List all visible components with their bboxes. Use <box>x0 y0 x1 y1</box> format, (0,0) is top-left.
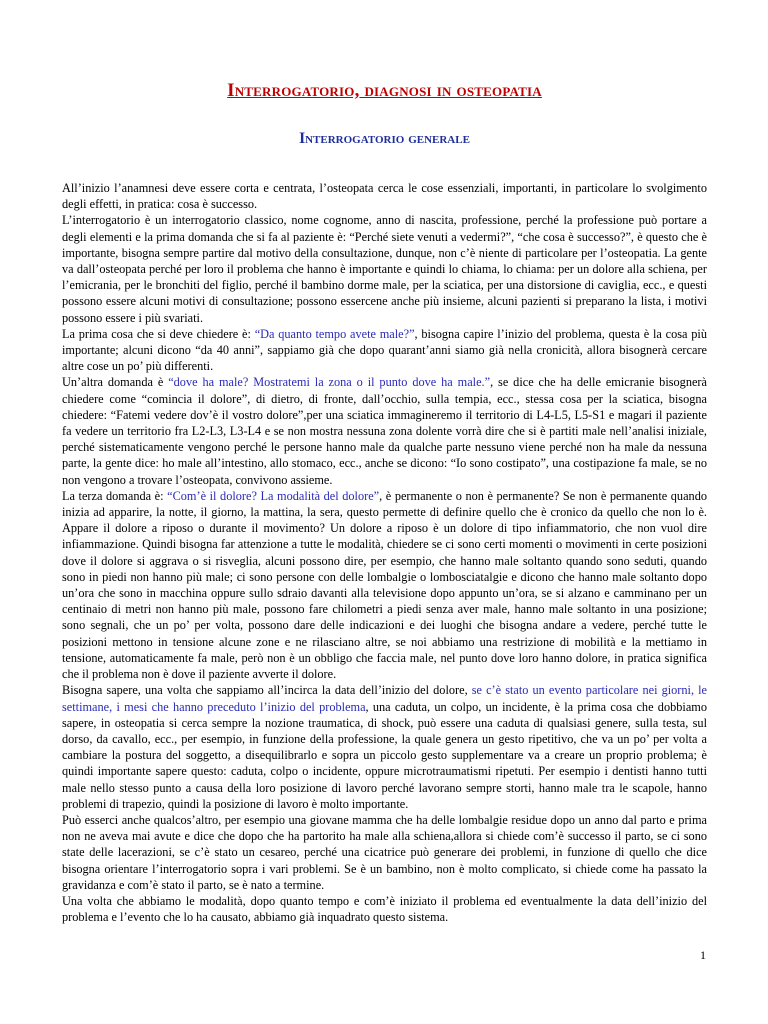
highlighted-question: “Da quanto tempo avete male?” <box>254 326 415 341</box>
paragraph-text: , se dice che ha delle emicranie bisognerà chiedere come “comincia il dolore”, di dietro, di fronte, dall’occhio, sulla tempia, ecc., stessa cosa per la sciatica, bisogna chiedere: “Fatemi vedere dov’è il vostro dolore”,per una sciatica immagineremo il territorio di L4-L5, L5-S1 e magari il paziente fa vedere un territorio fra L2-L3, L3-L4 e se non mostra nessuna zona dolente vorrà dire che si è partiti male nell’analisi iniziale, perché sistematicamente vengono perché le persone hanno male da qualche parte nessuno viene perché non ha male da nessuna parte, la gente dice: ho male all’intestino, allo stomaco, ecc., anche se dicono: “Io sono costipato”, una costipazione fa male, se no non vengono a trovare l’osteopata, convivono assieme. <box>62 375 707 487</box>
section-heading: Interrogatorio generale <box>299 130 470 147</box>
paragraph-text: Bisogna sapere, una volta che sappiamo all’incirca la data dell’inizio del dolore, <box>62 683 472 698</box>
paragraph-summary <box>62 893 707 925</box>
document-page <box>62 80 707 925</box>
paragraph-text: La prima cosa che si deve chiedere è: <box>62 326 255 341</box>
highlighted-question: se c’è stato un evento particolare nei giorni, le settimane, i mesi che hanno preceduto l’inizio del problema <box>62 683 708 714</box>
paragraph-text: Una volta che abbiamo le modalità, dopo quanto tempo e com’è iniziato il problema ed eventualmente la data dell’inizio del problema e l’evento che lo ha causato, abbiamo già inquadrato questo sistema. <box>62 893 707 925</box>
paragraph-text: All’inizio l’anamnesi deve essere corta e centrata, l’osteopata cerca le cose essenziali, importanti, in particolare lo svolgimento degli effetti, in pratica: cosa è successo. <box>62 181 707 212</box>
highlighted-question: “Com’è il dolore? La modalità del dolore” <box>167 488 380 503</box>
body-text <box>62 180 707 925</box>
paragraph-interrogatorio <box>62 212 707 325</box>
page-title: Interrogatorio, diagnosi in osteopatia <box>227 80 542 101</box>
paragraph-text: L’interrogatorio è un interrogatorio classico, nome cognome, anno di nascita, professione, perché la professione può portare a degli elementi e la prima domanda che si fa al paziente è: “Perché siete venuti a vedermi?”, “che cosa è successo?”, è questo che è importante, bisogna sempre partire dal motivo della consultazione, dunque, non c’è niente di particolare per l’osteopatia. La gente va dall’osteopata perché per loro il problema che hanno è importante e quindi lo chiama, lo chiama: per un dolore alla schiena, per l’emicrania, per le bronchiti del figlio, perché il bambino dorme male, per la sciatica, per una distorsione di caviglia, ecc., e questi possono essere alcuni motivi di consultazione; possono essercene anche più insieme, alcuni pazienti si preparano la lista, i motivi possono essere i più svariati. <box>62 213 707 325</box>
paragraph-first-question <box>62 326 707 375</box>
paragraph-event <box>62 682 707 812</box>
page-number: 1 <box>700 948 706 962</box>
paragraph-text: La terza domanda è: <box>62 488 168 503</box>
paragraph-text: , una caduta, un colpo, un incidente, è la prima cosa che dobbiamo sapere, in osteopatia si cerca sempre la nozione traumatica, di shock, può essere una caduta di qualsiasi genere, sulla testa, sul dorso, da cavallo, ecc., per esempio, in funzione della professione, la quale genera un gesto ripetitivo, che va un po’ per volta a cambiare la postura del soggetto, a disequilibrarlo e sopra un piccolo gesto supplementare va a creare un proprio problema; è quindi importante sapere questo: caduta, colpo o incidente, oppure microtraumatismi ripetuti. Per esempio i dentisti hanno tutti male nello stesso punto a causa della loro posizione di lavoro perché lavorano sempre storti, hanno male tra le scapole, hanno problemi di trapezio, quindi la posizione di lavoro è molto importante. <box>62 699 707 811</box>
paragraph-text: Un’altra domanda è <box>62 375 169 390</box>
highlighted-question: “dove ha male? Mostratemi la zona o il punto dove ha male.” <box>168 375 491 390</box>
paragraph-second-question <box>62 374 707 487</box>
paragraph-text: Può esserci anche qualcos’altro, per esempio una giovane mamma che ha delle lombalgie residue dopo un anno dal parto e prima non ne aveva mai avute e dice che dopo che ha partorito ha male alla schiena,allora si chiede com’è successo il parto, se ci sono state delle lacerazioni, se c’è stato un cesareo, perché una cicatrice può generare dei problemi, in funzione di quello che dice bisogna orientare l’interrogatorio sopra i vari problemi. Se è un bambino, non è molto complicato, si chiede come ha passato la gravidanza e com’è stato il parto, se è nato a termine. <box>62 812 707 892</box>
paragraph-third-question <box>62 488 707 682</box>
paragraph-text: , è permanente o non è permanente? Se non è permanente quando inizia ad apparire, la notte, il giorno, la mattina, la sera, questo permette di definire quello che è cronico da quello che non lo è. Appare il dolore a riposo o durante il movimento? Un dolore a riposo è un dolore di tipo infiammatorio, che non vuol dire infiammazione. Quindi bisogna far attenzione a tutte le modalità, chiedere se ci sono certi momenti o movimenti in certe posizioni dove il dolore si aggrava o si risveglia, alcuni possono dire, per esempio, che hanno male soltanto quando sono seduti, quando sono in piedi non hanno più male; ci sono persone con delle lombalgie o lombosciatalgie e dicono che hanno male soltanto dopo un’ora che sono in macchina oppure sullo sdraio davanti alla televisione dopo appunto un’ora, se si alzano e camminano per un centinaio di metri non hanno più male, possono fare chilometri a piedi senza aver male, hanno male soltanto in una posizione; sono segnali, che un po’ per volta, possono dare delle indicazioni e dei luoghi che bisogna andare a vedere, perché tutte le posizioni mettono in tensione alcune zone e ne rilasciano altre, se noi abbiamo una restrizione di mobilità e la mettiamo in tensione, automaticamente fa male, però non è un obbligo che faccia male, nel punto dove loro hanno dolore, in pratica significa che il problema non è dove il paziente avverte il dolore. <box>62 488 707 682</box>
paragraph-intro <box>62 180 707 212</box>
paragraph-other-causes <box>62 812 707 893</box>
paragraph-text: , bisogna capire l’inizio del problema, questa è la cosa più importante; alcuni dicono “da 40 anni”, sappiamo già che dopo quarant’anni siamo già nella cronicità, allora bisognerà cercare altre cose un po’ più differenti. <box>62 326 707 374</box>
